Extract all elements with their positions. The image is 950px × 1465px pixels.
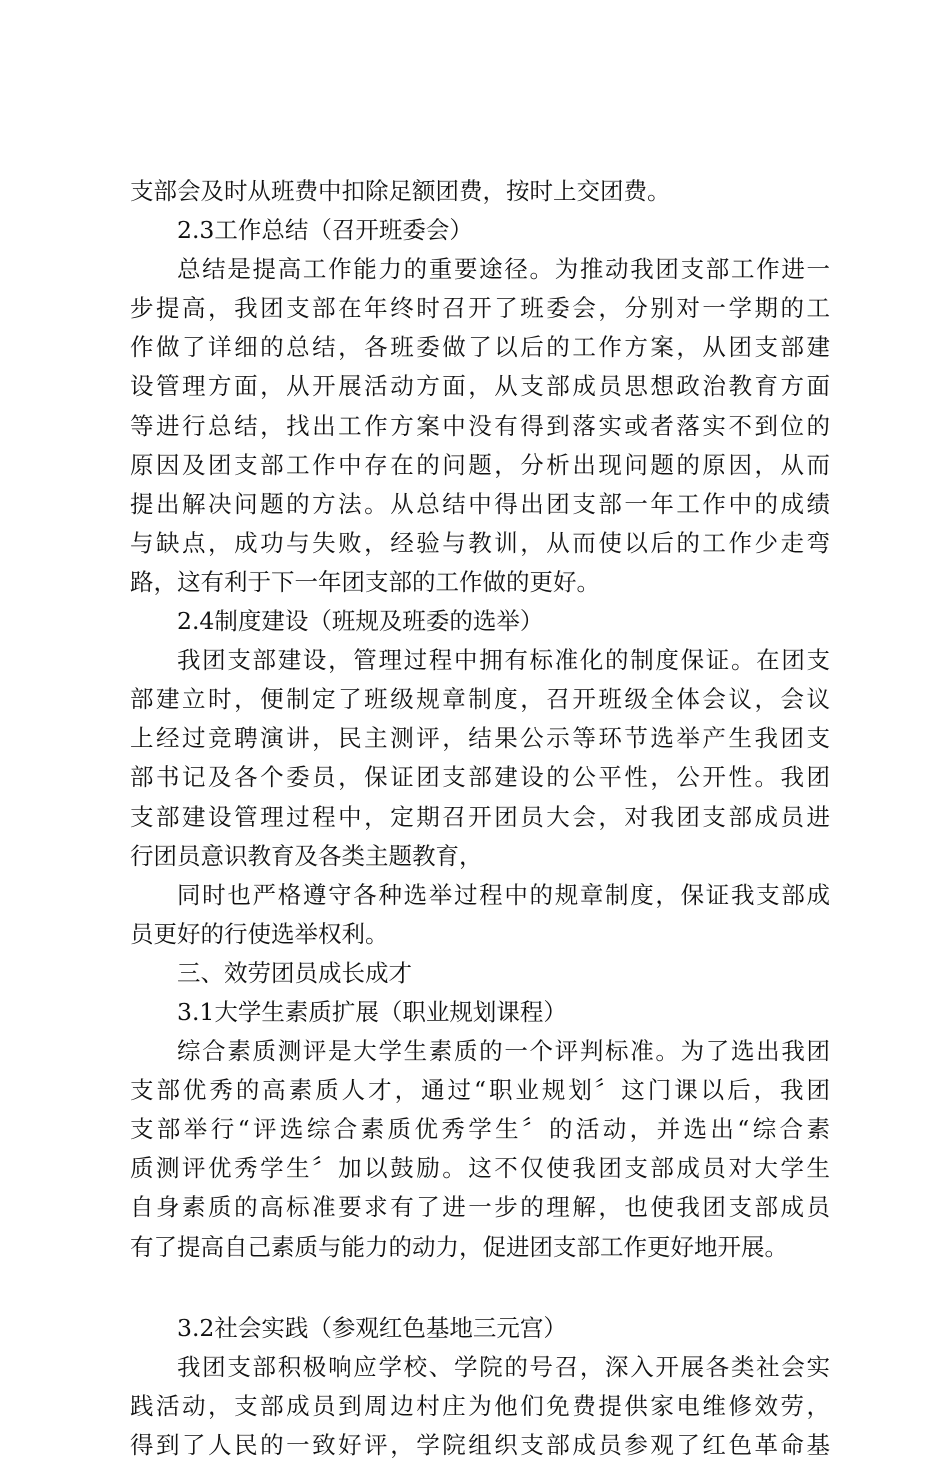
paragraph-line: 员更好的行使选举权利。 xyxy=(130,919,389,948)
paragraph-line: 设管理方面，从开展活动方面，从支部成员思想政治教育方面 xyxy=(130,372,830,401)
paragraph-line: 与缺点，成功与失败，经验与教训，从而使以后的工作少走弯 xyxy=(130,528,830,557)
paragraph-line: 步提高，我团支部在年终时召开了班委会，分别对一学期的工 xyxy=(130,294,830,323)
paragraph-line: 上经过竞聘演讲，民主测评，结果公示等环节选举产生我团支 xyxy=(130,724,830,753)
paragraph-line: 部建立时，便制定了班级规章制度，召开班级全体会议，会议 xyxy=(130,685,830,714)
paragraph-line: 我团支部建设，管理过程中拥有标准化的制度保证。在团支 xyxy=(177,646,830,675)
section-heading: 2.4制度建设（班规及班委的选举） xyxy=(177,607,544,636)
paragraph-line: 原因及团支部工作中存在的问题，分析出现问题的原因，从而 xyxy=(130,450,830,479)
paragraph-line: 质测评优秀学生〞加以鼓励。这不仅使我团支部成员对大学生 xyxy=(130,1154,830,1183)
paragraph-line: 得到了人民的一致好评，学院组织支部成员参观了红色革命基 xyxy=(130,1430,830,1459)
paragraph-line: 自身素质的高标准要求有了进一步的理解，也使我团支部成员 xyxy=(130,1193,830,1222)
paragraph-line: 部书记及各个委员，保证团支部建设的公平性，公开性。我团 xyxy=(130,763,830,792)
paragraph-line: 支部建设管理过程中，定期召开团员大会，对我团支部成员进 xyxy=(130,802,830,831)
section-heading: 3.2社会实践（参观红色基地三元宫） xyxy=(177,1313,567,1342)
paragraph-line: 行团员意识教育及各类主题教育， xyxy=(130,841,483,870)
paragraph-line: 支部举行“评选综合素质优秀学生〞的活动，并选出“综合素 xyxy=(130,1115,830,1144)
blank-line xyxy=(130,1267,830,1309)
section-heading: 3.1大学生素质扩展（职业规划课程） xyxy=(177,997,567,1026)
section-heading: 2.3工作总结（召开班委会） xyxy=(177,216,473,245)
paragraph-line: 路，这有利于下一年团支部的工作做的更好。 xyxy=(130,567,600,596)
paragraph-line: 作做了详细的总结，各班委做了以后的工作方案，从团支部建 xyxy=(130,333,830,362)
paragraph-line: 有了提高自己素质与能力的动力，促进团支部工作更好地开展。 xyxy=(130,1232,788,1261)
paragraph-line: 我团支部积极响应学校、学院的号召，深入开展各类社会实 xyxy=(177,1352,830,1381)
chapter-heading: 三、效劳团员成长成才 xyxy=(177,958,412,987)
paragraph-line: 支部会及时从班费中扣除足额团费，按时上交团费。 xyxy=(130,177,671,205)
paragraph-line: 综合素质测评是大学生素质的一个评判标准。为了选出我团 xyxy=(177,1037,830,1066)
paragraph-line: 总结是提高工作能力的重要途径。为推动我团支部工作进一 xyxy=(177,255,830,284)
document-body xyxy=(130,172,830,1465)
paragraph-line: 支部优秀的高素质人才，通过“职业规划〞这门课以后，我团 xyxy=(130,1076,830,1105)
paragraph-line: 同时也严格遵守各种选举过程中的规章制度，保证我支部成 xyxy=(177,880,830,909)
paragraph-line: 等进行总结，找出工作方案中没有得到落实或者落实不到位的 xyxy=(130,411,830,440)
paragraph-line: 践活动，支部成员到周边村庄为他们免费提供家电维修效劳， xyxy=(130,1391,830,1420)
paragraph-line: 提出解决问题的方法。从总结中得出团支部一年工作中的成绩 xyxy=(130,489,830,518)
